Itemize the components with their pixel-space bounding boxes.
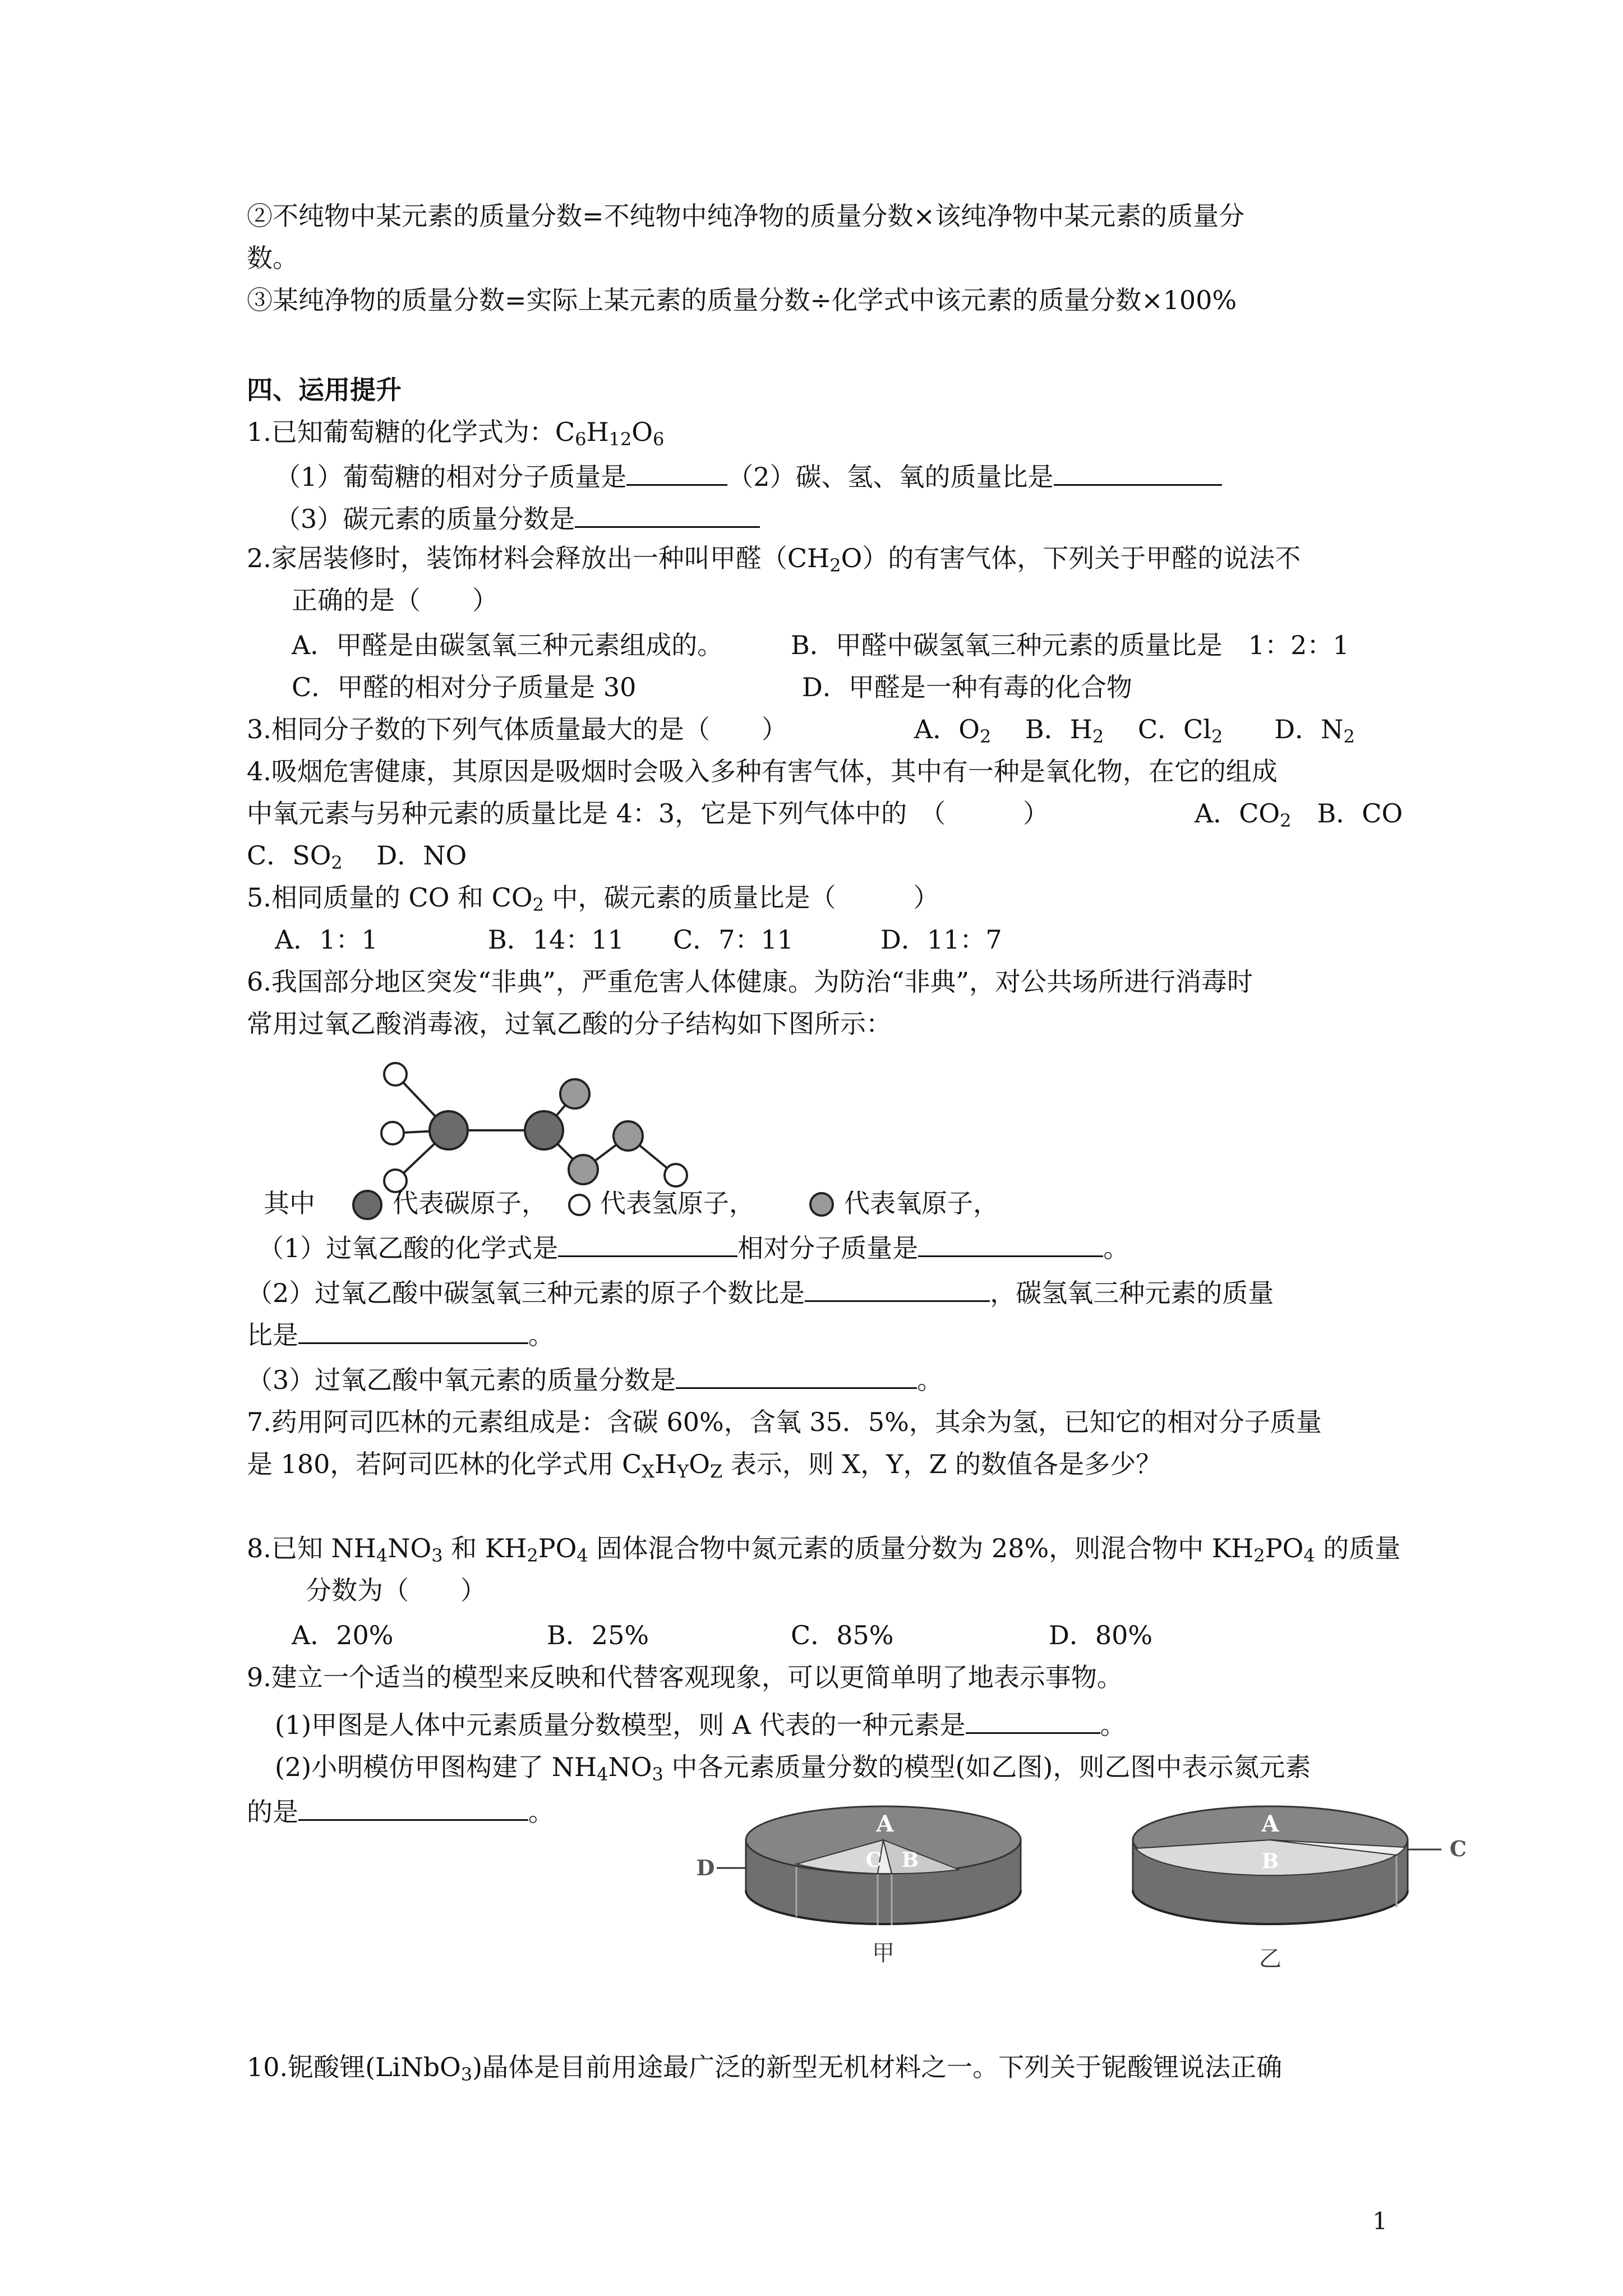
legend-prefix: 其中: [264, 1188, 315, 1218]
answer-blank[interactable]: [558, 1228, 737, 1257]
answer-blank[interactable]: [966, 1705, 1100, 1734]
fig1-label-b: B: [901, 1848, 919, 1872]
page-number: 1: [1372, 2207, 1387, 2235]
q7-line2: 是 180，若阿司匹林的化学式用 $C_XH_YO_Z$ 表示，则 X，Y，Z 的数值各是多少？: [247, 1449, 1162, 1482]
fig1-label-d: D: [696, 1855, 715, 1880]
answer-blank[interactable]: [298, 1792, 528, 1821]
hydrogen-atom: [381, 1122, 404, 1144]
fig2-caption: 乙: [1259, 1946, 1281, 1972]
answer-blank[interactable]: [1054, 457, 1222, 486]
carbon-legend-icon: [351, 1188, 384, 1222]
q8-option-a: A．20%: [292, 1620, 394, 1650]
hydrogen-atom: [384, 1063, 407, 1085]
q5-option-a: A．1：1: [275, 924, 378, 955]
q4-options-ab: A．$CO_2$ B．CO: [1195, 798, 1403, 831]
q6-part2: （2）过氧乙酸中碳氢氧三种元素的原子个数比是 ，碳氢氧三种元素的质量: [247, 1273, 1274, 1310]
oxygen-atom: [614, 1121, 643, 1151]
q1-part1-2: （1）葡萄糖的相对分子质量是 （2）碳、氢、氧的质量比是: [275, 457, 1222, 494]
q3-stem: 3.相同分子数的下列气体质量最大的是（ ）: [247, 714, 787, 744]
q9-part2-cont: 的是 。: [247, 1792, 554, 1829]
q6-part2-cont: 比是 。: [247, 1315, 554, 1352]
q8-line2: 分数为（ ）: [306, 1575, 486, 1605]
answer-blank[interactable]: [298, 1315, 528, 1344]
oxygen-atom: [569, 1155, 598, 1184]
fig1-label-a: A: [876, 1811, 894, 1837]
legend-hydrogen: 代表氢原子，: [600, 1188, 755, 1218]
q2-stem: 2.家居装修时，装饰材料会释放出一种叫甲醛$(CH_2O)$的有害气体，下列关于甲醛的说法不: [247, 543, 1301, 576]
q8-option-d: D．80%: [1049, 1620, 1153, 1650]
q2-option-c: C．甲醛的相对分子质量是 30: [292, 672, 637, 702]
fig2-label-c: C: [1449, 1836, 1467, 1861]
q4-line1: 4.吸烟危害健康，其原因是吸烟时会吸入多种有害气体，其中有一种是氧化物，在它的组成: [247, 756, 1278, 786]
q8-option-b: B．25%: [547, 1620, 649, 1650]
rule-2-line1: ②不纯物中某元素的质量分数=不纯物中纯净物的质量分数×该纯净物中某元素的质量分: [247, 201, 1245, 231]
q6-line1: 6.我国部分地区突发“非典”，严重危害人体健康。为防治“非典”，对公共场所进行消毒时: [247, 967, 1253, 997]
q6-line2: 常用过氧乙酸消毒液，过氧乙酸的分子结构如下图所示：: [247, 1009, 892, 1039]
q1-stem: 1.已知葡萄糖的化学式为：$C_6H_{12}O_6$: [247, 417, 665, 450]
q6-part1: （1）过氧乙酸的化学式是 相对分子质量是 。: [258, 1228, 1129, 1265]
answer-blank[interactable]: [805, 1273, 990, 1302]
hydrogen-legend-icon: [566, 1192, 592, 1218]
q4-options-cd: C．$SO_2$ D．NO: [247, 840, 467, 873]
q8-line1: 8.已知 $NH_4NO_3$ 和 $KH_2PO_4$ 固体混合物中氮元素的质量分数为 28%，则混合物中 $KH_2PO_4$ 的质量: [247, 1533, 1401, 1566]
legend-oxygen: 代表氧原子，: [844, 1188, 999, 1218]
figure-yi-cylinder-model: [1122, 1792, 1514, 1977]
legend-carbon: 代表碳原子，: [393, 1188, 547, 1218]
q4-line2: 中氧元素与另种元素的质量比是 4：3，它是下列气体中的 （ ）: [247, 798, 1049, 829]
q9-part1: (1)甲图是人体中元素质量分数模型，则 A 代表的一种元素是 。: [275, 1705, 1126, 1742]
q9-part2: (2)小明模仿甲图构建了 $NH_4NO_3$ 中各元素质量分数的模型(如乙图)，则乙图中表示氮元素: [275, 1752, 1311, 1785]
fig1-label-c: C: [865, 1848, 882, 1872]
carbon-atom: [430, 1111, 468, 1149]
q2-stem2: 正确的是（ ）: [292, 585, 498, 615]
section-title: 四、运用提升: [247, 375, 402, 405]
oxygen-atom: [560, 1079, 589, 1108]
fig2-label-b: B: [1261, 1849, 1279, 1873]
answer-blank[interactable]: [918, 1228, 1103, 1257]
answer-blank[interactable]: [626, 457, 727, 486]
q10-line1: 10.铌酸锂(LiNbO$_3$)晶体是目前用途最广泛的新型无机材料之一。下列关于铌酸锂说法正确: [247, 2052, 1283, 2085]
answer-blank[interactable]: [575, 499, 760, 528]
q5-option-b: B．14：11: [488, 924, 624, 955]
answer-blank[interactable]: [676, 1360, 917, 1389]
q2-option-a: A．甲醛是由碳氢氧三种元素组成的。: [292, 630, 723, 660]
figure-jia-cylinder-model: [690, 1792, 1127, 1977]
rule-2-line2: 数。: [247, 243, 298, 273]
q1-part3: （3）碳元素的质量分数是: [275, 499, 760, 536]
fig1-caption: 甲: [872, 1940, 895, 1966]
q9-line1: 9.建立一个适当的模型来反映和代替客观现象，可以更简单明了地表示事物。: [247, 1662, 1123, 1692]
oxygen-legend-icon: [808, 1190, 836, 1218]
q6-part3: （3）过氧乙酸中氧元素的质量分数是 。: [247, 1360, 943, 1397]
q7-line1: 7.药用阿司匹林的元素组成是：含碳 60%，含氧 35．5%，其余为氢，已知它的相对分子质量: [247, 1407, 1322, 1437]
q8-option-c: C．85%: [791, 1620, 894, 1650]
q3-options: A．$O_2$ B．$H_2$ C．$Cl_2$ D．$N_2$: [914, 714, 1355, 747]
q5-stem: 5.相同质量的 CO 和 $CO_2$ 中，碳元素的质量比是（ ）: [247, 882, 939, 915]
hydrogen-atom: [665, 1164, 687, 1186]
q2-option-b: B．甲醛中碳氢氧三种元素的质量比是 1：2：1: [791, 630, 1349, 660]
carbon-atom: [525, 1111, 563, 1149]
fig2-label-a: A: [1261, 1811, 1279, 1837]
rule-3: ③某纯净物的质量分数=实际上某元素的质量分数÷化学式中该元素的质量分数×100%: [247, 285, 1237, 315]
q5-option-d: D．11：7: [880, 924, 1002, 955]
q5-option-c: C．7：11: [673, 924, 794, 955]
q2-option-d: D．甲醛是一种有毒的化合物: [802, 672, 1132, 702]
